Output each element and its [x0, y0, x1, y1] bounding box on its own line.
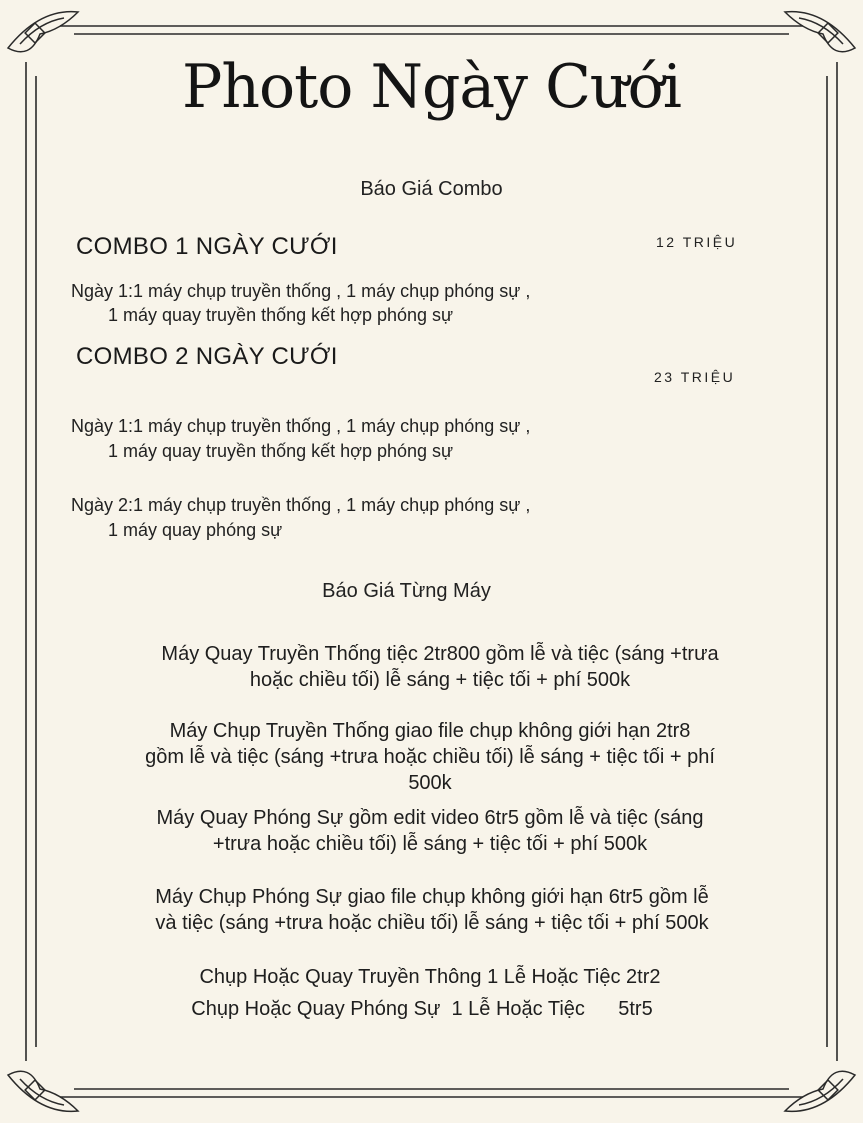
single-item-2-line-2: gồm lễ và tiệc (sáng +trưa hoặc chiều tối) lễ sáng + tiệc tối + phí: [145, 746, 715, 768]
combo-2-price: 23 TRIỆU: [654, 369, 736, 385]
combo-price-heading: Báo Giá Combo: [360, 178, 503, 200]
combo-1-price: 12 TRIỆU: [656, 234, 738, 250]
combo-2-day-2-line-2: 1 máy quay phóng sự: [108, 520, 283, 540]
single-item-2-line-3: 500k: [408, 772, 452, 794]
corner-ornament-top-left: [8, 12, 78, 52]
single-item-1-line-2: hoặc chiều tối) lễ sáng + tiệc tối + phí 500k: [249, 669, 631, 691]
footer-line-1: Chụp Hoặc Quay Truyền Thông 1 Lễ Hoặc Tiệc 2tr2: [199, 966, 661, 988]
page-title: Photo Ngày Cưới: [182, 52, 681, 122]
combo-2-title: COMBO 2 NGÀY CƯỚI: [76, 343, 338, 370]
single-item-4-line-1: Máy Chụp Phóng Sự giao file chụp không giới hạn 6tr5 gồm lễ: [155, 886, 709, 908]
single-item-4-line-2: và tiệc (sáng +trưa hoặc chiều tối) lễ sáng + tiệc tối + phí 500k: [155, 912, 709, 934]
single-item-2: [80, 718, 780, 796]
combo-1-title: COMBO 1 NGÀY CƯỚI: [76, 233, 338, 260]
single-item-3-line-2: +trưa hoặc chiều tối) lễ sáng + tiệc tối + phí 500k: [212, 833, 648, 855]
single-item-1: [90, 641, 790, 693]
single-item-4: [82, 884, 782, 936]
single-item-3: [80, 805, 780, 857]
combo-2-day-1-line-2: 1 máy quay truyền thống kết hợp phóng sự: [108, 441, 454, 461]
single-item-2-line-1: Máy Chụp Truyền Thống giao file chụp không giới hạn 2tr8: [169, 720, 691, 742]
footer-line-2: Chụp Hoặc Quay Phóng Sự 1 Lễ Hoặc Tiệc 5tr5: [191, 998, 653, 1020]
combo-2-day-2-line-1: Ngày 2:1 máy chụp truyền thống , 1 máy chụp phóng sự ,: [71, 495, 531, 515]
combo-1-day-1-line-2: 1 máy quay truyền thống kết hợp phóng sự: [108, 305, 454, 325]
combo-2-day-1-line-1: Ngày 1:1 máy chụp truyền thống , 1 máy chụp phóng sự ,: [71, 416, 531, 436]
single-price-heading: Báo Giá Từng Máy: [322, 580, 491, 602]
single-item-3-line-1: Máy Quay Phóng Sự gồm edit video 6tr5 gồm lễ và tiệc (sáng: [156, 807, 704, 829]
single-item-1-line-1: Máy Quay Truyền Thống tiệc 2tr800 gồm lễ và tiệc (sáng +trưa: [161, 643, 719, 665]
combo-1-day-1-line-1: Ngày 1:1 máy chụp truyền thống , 1 máy chụp phóng sự ,: [71, 281, 531, 301]
